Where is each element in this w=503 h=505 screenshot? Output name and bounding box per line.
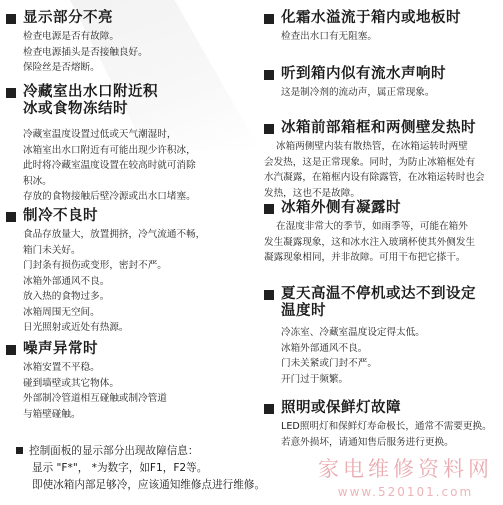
section-bullet-icon xyxy=(264,290,274,300)
section-body: 检查电源是否有故障。 检查电源插头是否接触良好。 保险丝是否熔断。 xyxy=(23,31,148,73)
section-bullet-icon xyxy=(6,14,16,24)
section-body: 冰箱两侧壁内装有散热管，在冰箱运转时两壁 会发热，这是正常现象。同时，为防止冰箱框处有 水汽凝露，在箱框内设有除露管，在冰箱运转时也会 发热，这也不是故障。 xyxy=(264,141,485,199)
section-summer-no-stop xyxy=(264,286,476,387)
section-title: 冰箱外侧有凝露时 xyxy=(281,200,401,216)
section-body: 这是制冷剂的流动声，属正常现象。 xyxy=(281,87,435,98)
watermark-url: www.520101.com xyxy=(337,485,474,499)
section-body: 食品存放量大，放置拥挤，冷气流通不畅， 箱门未关好。 门封条有损伤或变形，密封不严。 冰箱外部通风不良。 放入热的食物过多。 冰箱周围无空间。 日光照射或近处有热源。 xyxy=(23,229,206,333)
section-body: 检查出水口有无阻塞。 xyxy=(281,31,377,42)
section-bullet-icon xyxy=(6,212,16,222)
section-lighting-failure xyxy=(264,400,492,450)
section-bullet-icon xyxy=(264,70,274,80)
section-defrost-water-overflow xyxy=(264,10,461,45)
watermark-title: 家电维修资料网 xyxy=(318,457,493,481)
section-title: 冰箱前部箱框和两侧壁发热时 xyxy=(281,120,476,136)
note-bullet-icon xyxy=(16,447,23,454)
section-bullet-icon xyxy=(264,204,274,214)
section-exterior-condensation xyxy=(264,200,475,266)
section-title: 冷藏室出水口附近积 冰或食物冻结时 xyxy=(23,84,158,117)
section-body: 冷藏室温度设置过低或天气潮湿时， 冰箱室出水口附近有可能出现少许积冰， 此时将冷藏室温度设置在较高时就可消除 积冰。 存放的食物接触后壁冷源或出水口堵塞。 xyxy=(23,129,196,202)
section-title: 听到箱内似有流水声响时 xyxy=(281,66,446,82)
section-bullet-icon xyxy=(264,124,274,134)
section-fridge-outlet-ice xyxy=(6,84,196,205)
section-bullet-icon xyxy=(264,14,274,24)
section-bullet-icon xyxy=(6,345,16,355)
section-body: LED照明灯和保鲜灯寿命极长，通常不需要更换。 若意外损坏，请通知售后服务进行更换。 xyxy=(281,421,492,448)
section-bullet-icon xyxy=(6,88,16,98)
section-title: 噪声异常时 xyxy=(23,341,98,357)
control-panel-error-note: 控制面板的显示部分出现故障信息： 显示 "F*"， *为数字，如F1，F2等。 即使冰箱内部足够冷，应该通知维修点进行维修。 xyxy=(16,443,265,494)
section-abnormal-noise xyxy=(6,341,167,422)
section-display-not-lit xyxy=(6,10,148,76)
section-title: 照明或保鲜灯故障 xyxy=(281,400,401,416)
site-watermark xyxy=(318,453,493,499)
section-body: 冷冻室、冷藏室温度设定得太低。 冰箱外部通风不良。 门未关紧或门封不严。 开门过于频繁。 xyxy=(281,327,425,385)
section-body: 冰箱安置不平稳。 碰到墙壁或其它物体。 外部制冷管道相互碰触或制冷管道 与箱壁碰触。 xyxy=(23,362,167,420)
section-title: 制冷不良时 xyxy=(23,208,98,224)
section-body: 在湿度非常大的季节，如雨季等，可能在箱外 发生凝露现象，这和冰水注入玻璃杯使其外侧发生 凝露现象相同，并非故障。可用干布把它搽干。 xyxy=(264,221,476,263)
section-flowing-water-sound xyxy=(264,66,446,101)
section-poor-cooling xyxy=(6,208,205,336)
section-title: 夏天高温不停机或达不到设定 温度时 xyxy=(281,286,476,319)
section-bullet-icon xyxy=(264,404,274,414)
section-title: 显示部分不亮 xyxy=(23,10,113,26)
section-frame-walls-hot xyxy=(264,120,485,201)
section-title: 化霜水溢流于箱内或地板时 xyxy=(281,10,461,26)
